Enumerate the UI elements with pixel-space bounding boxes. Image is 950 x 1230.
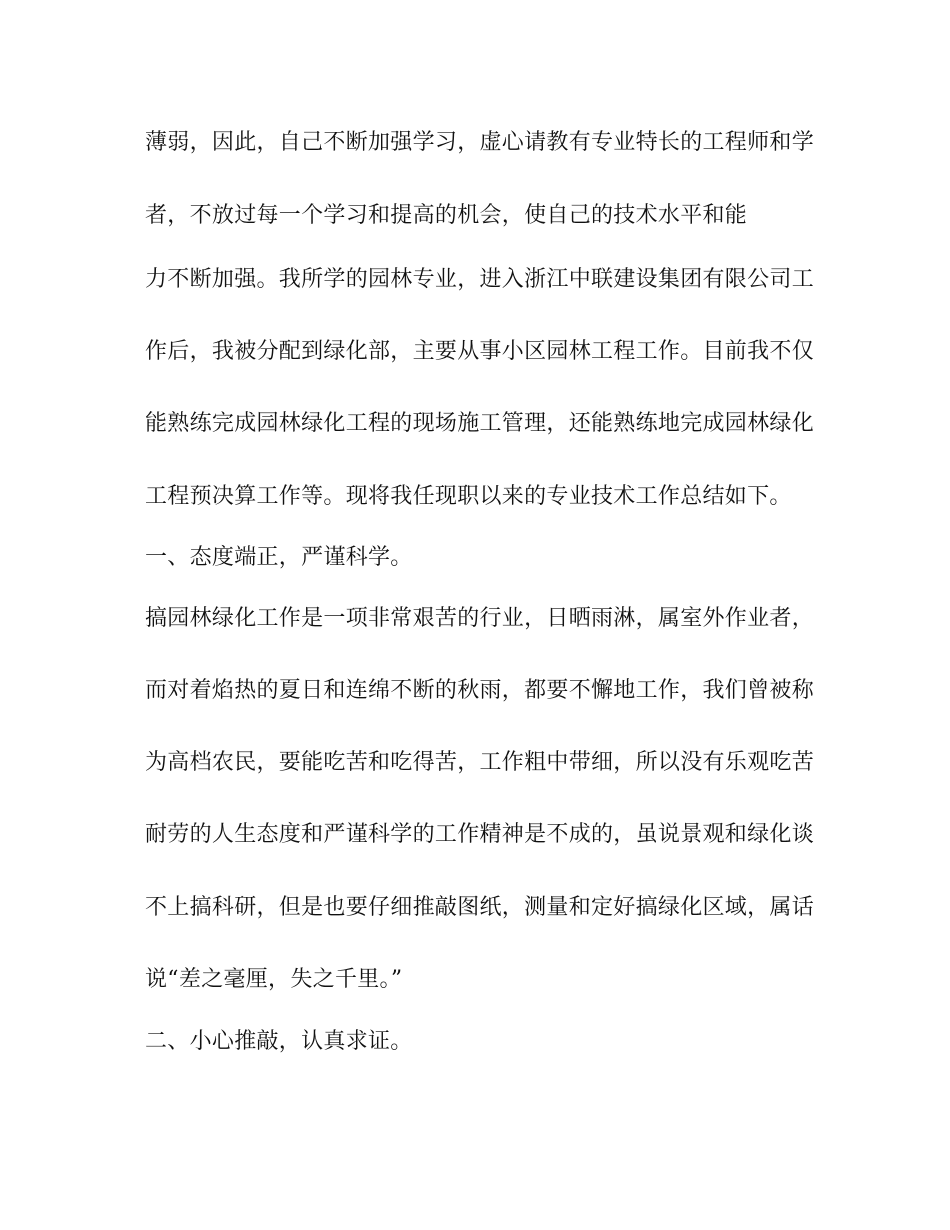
text-line-10: 为高档农民，要能吃苦和吃得苦，工作粗中带细，所以没有乐观吃苦	[145, 750, 815, 775]
text-line-4: 作后，我被分配到绿化部，主要从事小区园林工程工作。目前我不仅	[145, 339, 815, 364]
text-line-8: 搞园林绿化工作是一项非常艰苦的行业，日晒雨淋，属室外作业者，	[145, 606, 815, 631]
text-line-9: 而对着焰热的夏日和连绵不断的秋雨，都要不懈地工作，我们曾被称	[145, 678, 815, 703]
text-line-12: 不上搞科研，但是也要仔细推敲图纸，测量和定好搞绿化区域，属话	[145, 895, 815, 920]
text-line-2: 者，不放过每一个学习和提高的机会，使自己的技术水平和能	[145, 203, 748, 228]
text-line-3: 力不断加强。我所学的园林专业，进入浙江中联建设集团有限公司工	[145, 267, 815, 292]
text-line-1: 薄弱，因此，自己不断加强学习，虚心请教有专业特长的工程师和学	[145, 130, 815, 155]
text-line-11: 耐劳的人生态度和严谨科学的工作精神是不成的，虽说景观和绿化谈	[145, 822, 815, 847]
section-heading-2: 二、小心推敲，认真求证。	[145, 1029, 413, 1054]
text-line-13: 说“差之毫厘，失之千里。”	[145, 967, 403, 992]
text-line-6: 工程预决算工作等。现将我任现职以来的专业技术工作总结如下。	[145, 484, 792, 509]
text-line-5: 能熟练完成园林绿化工程的现场施工管理，还能熟练地完成园林绿化	[145, 411, 815, 436]
section-heading-1: 一、态度端正，严谨科学。	[145, 545, 413, 570]
